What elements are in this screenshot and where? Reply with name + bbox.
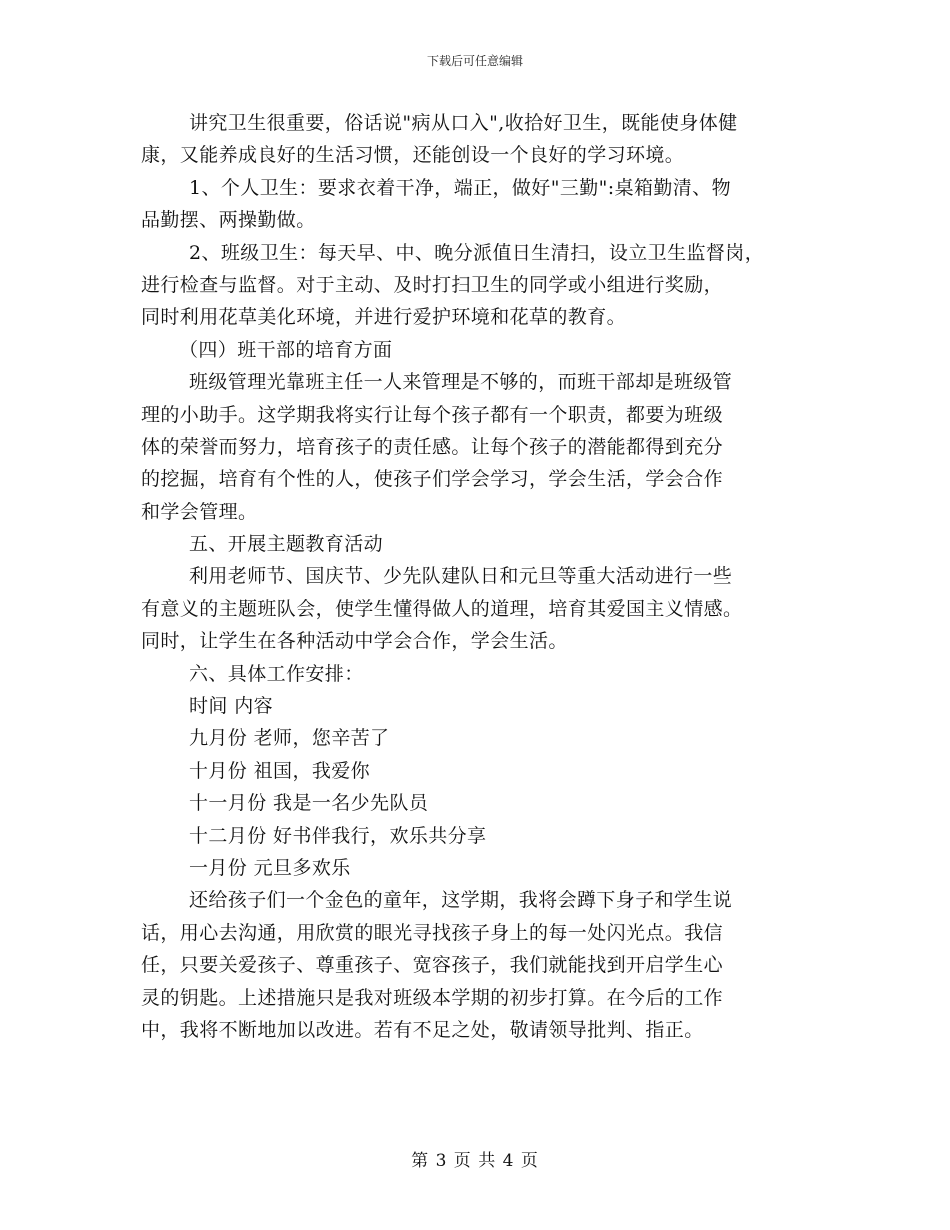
- page-header: 下载后可任意编辑: [426, 54, 523, 68]
- schedule-row: 时间 内容: [189, 695, 274, 718]
- schedule-row: 九月份 老师，您辛苦了: [189, 727, 390, 750]
- text-line: 同时，让学生在各种活动中学会合作，学会生活。: [141, 630, 568, 653]
- text-line: 同时利用花草美化环境，并进行爱护环境和花草的教育。: [141, 306, 627, 329]
- text-line: 理的小助手。这学期我将实行让每个孩子都有一个职责，都要为班级: [141, 403, 724, 426]
- text-line: 2、班级卫生：每天早、中、晚分派值日生清扫，设立卫生监督岗，: [189, 241, 765, 264]
- section-heading: （四）班干部的培育方面: [179, 338, 393, 361]
- text-line: 还给孩子们一个金色的童年，这学期，我将会蹲下身子和学生说: [189, 889, 733, 912]
- text-line: 有意义的主题班队会，使学生懂得做人的道理，培育其爱国主义情感。: [141, 597, 743, 620]
- document-body: [141, 107, 831, 1046]
- text-line: 品勤摆、两操勤做。: [141, 209, 316, 232]
- section-heading: 六、具体工作安排：: [189, 662, 364, 685]
- text-line: 讲究卫生很重要，俗话说"病从口入",收拾好卫生，既能使身体健: [189, 112, 738, 134]
- schedule-row: 十二月份 好书伴我行，欢乐共分享: [189, 824, 487, 847]
- text-line: 话，用心去沟通，用欣赏的眼光寻找孩子身上的每一处闪光点。我信: [141, 921, 724, 944]
- text-line: 中，我将不断地加以改进。若有不足之处，敬请领导批判、指正。: [141, 1018, 704, 1041]
- schedule-row: 十一月份 我是一名少先队员: [189, 792, 429, 815]
- text-line: 利用老师节、国庆节、少先队建队日和元旦等重大活动进行一些: [189, 565, 733, 588]
- text-line: 任，只要关爱孩子、尊重孩子、宽容孩子，我们就能找到开启学生心: [141, 954, 724, 977]
- text-line: 体的荣誉而努力，培育孩子的责任感。让每个孩子的潜能都得到充分: [141, 435, 724, 458]
- section-heading: 五、开展主题教育活动: [189, 533, 384, 556]
- text-line: 进行检查与监督。对于主动、及时打扫卫生的同学或小组进行奖励，: [141, 273, 724, 296]
- schedule-row: 一月份 元旦多欢乐: [189, 856, 351, 879]
- text-line: 灵的钥匙。上述措施只是我对班级本学期的初步打算。在今后的工作: [141, 986, 724, 1009]
- text-line: 康，又能养成良好的生活习惯，还能创设一个良好的学习环境。: [141, 144, 685, 167]
- text-line: 的挖掘，培育有个性的人，使孩子们学会学习，学会生活，学会合作: [141, 468, 724, 491]
- text-line: 和学会管理。: [141, 500, 258, 523]
- text-line: 1、个人卫生：要求衣着干净，端正，做好"三勤":桌箱勤清、物: [189, 176, 731, 199]
- text-line: 班级管理光靠班主任一人来管理是不够的，而班干部却是班级管: [189, 371, 733, 394]
- schedule-row: 十月份 祖国，我爱你: [189, 759, 371, 782]
- page-footer: 第 3 页 共 4 页: [411, 1151, 539, 1171]
